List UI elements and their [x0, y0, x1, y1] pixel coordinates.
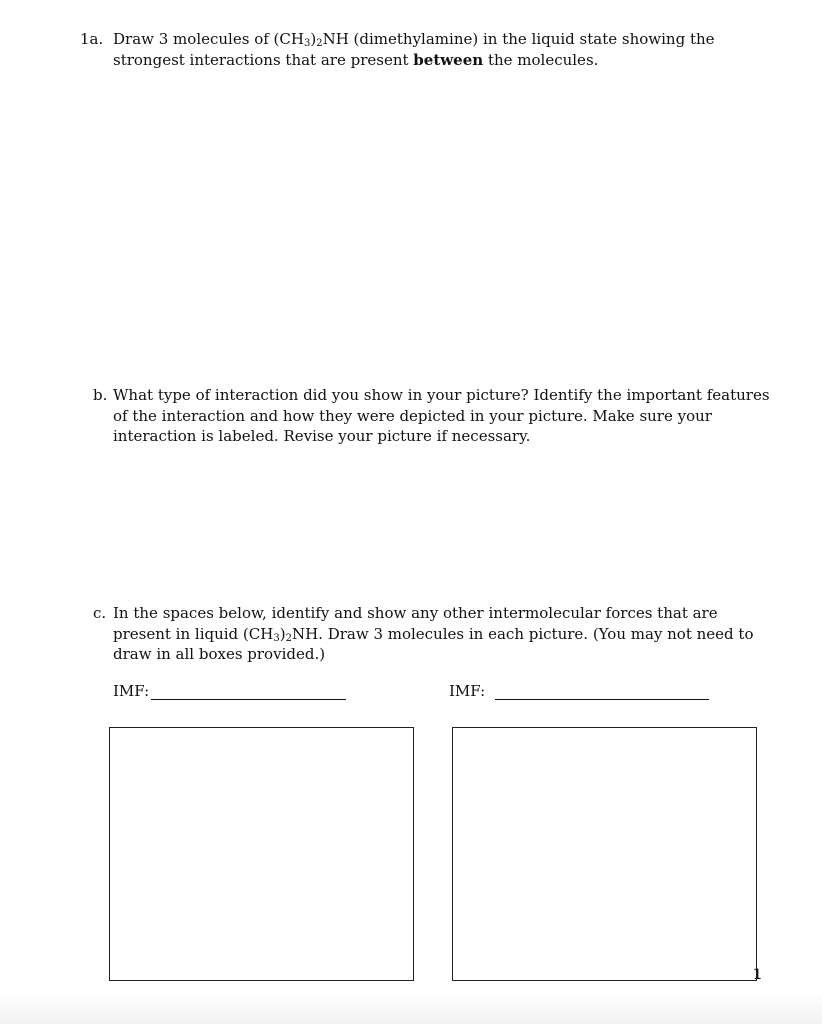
imf-right-field — [449, 682, 709, 700]
question-1c — [93, 603, 773, 665]
question-1c-number: c. — [93, 604, 107, 622]
imf-right-blank[interactable] — [495, 685, 709, 700]
page-number: 1 — [753, 967, 762, 983]
question-1b-text: What type of interaction did you show in your picture? Identify the important features of the interaction and how they were depicted in your picture. Make sure your interaction is labeled. Revise your picture if necessary. — [113, 386, 770, 445]
emphasis-between: between — [413, 50, 484, 69]
question-1c-text: In the spaces below, identify and show any other intermolecular forces that are present in liquid $(CH_3)_2NH$. Draw 3 molecules in each picture. (You may not need to draw in all boxes provided.) — [113, 604, 754, 663]
imf-left-label: IMF: — [113, 682, 150, 700]
question-1a-text: Draw 3 molecules of $(CH_3)_2NH$ (dimethylamine) in the liquid state showing the strongest interactions that are present between the molecules. — [113, 30, 715, 69]
imf-left-field — [113, 682, 346, 700]
imf-right-label: IMF: — [449, 682, 486, 700]
question-1a — [80, 29, 770, 70]
drawing-box-right[interactable] — [452, 727, 757, 981]
imf-left-blank[interactable] — [151, 685, 346, 700]
question-1a-number: 1a. — [80, 30, 104, 48]
question-1b — [93, 385, 773, 447]
drawing-box-left[interactable] — [109, 727, 414, 981]
question-1b-number: b. — [93, 386, 108, 404]
bottom-edge-shade — [0, 992, 822, 1024]
